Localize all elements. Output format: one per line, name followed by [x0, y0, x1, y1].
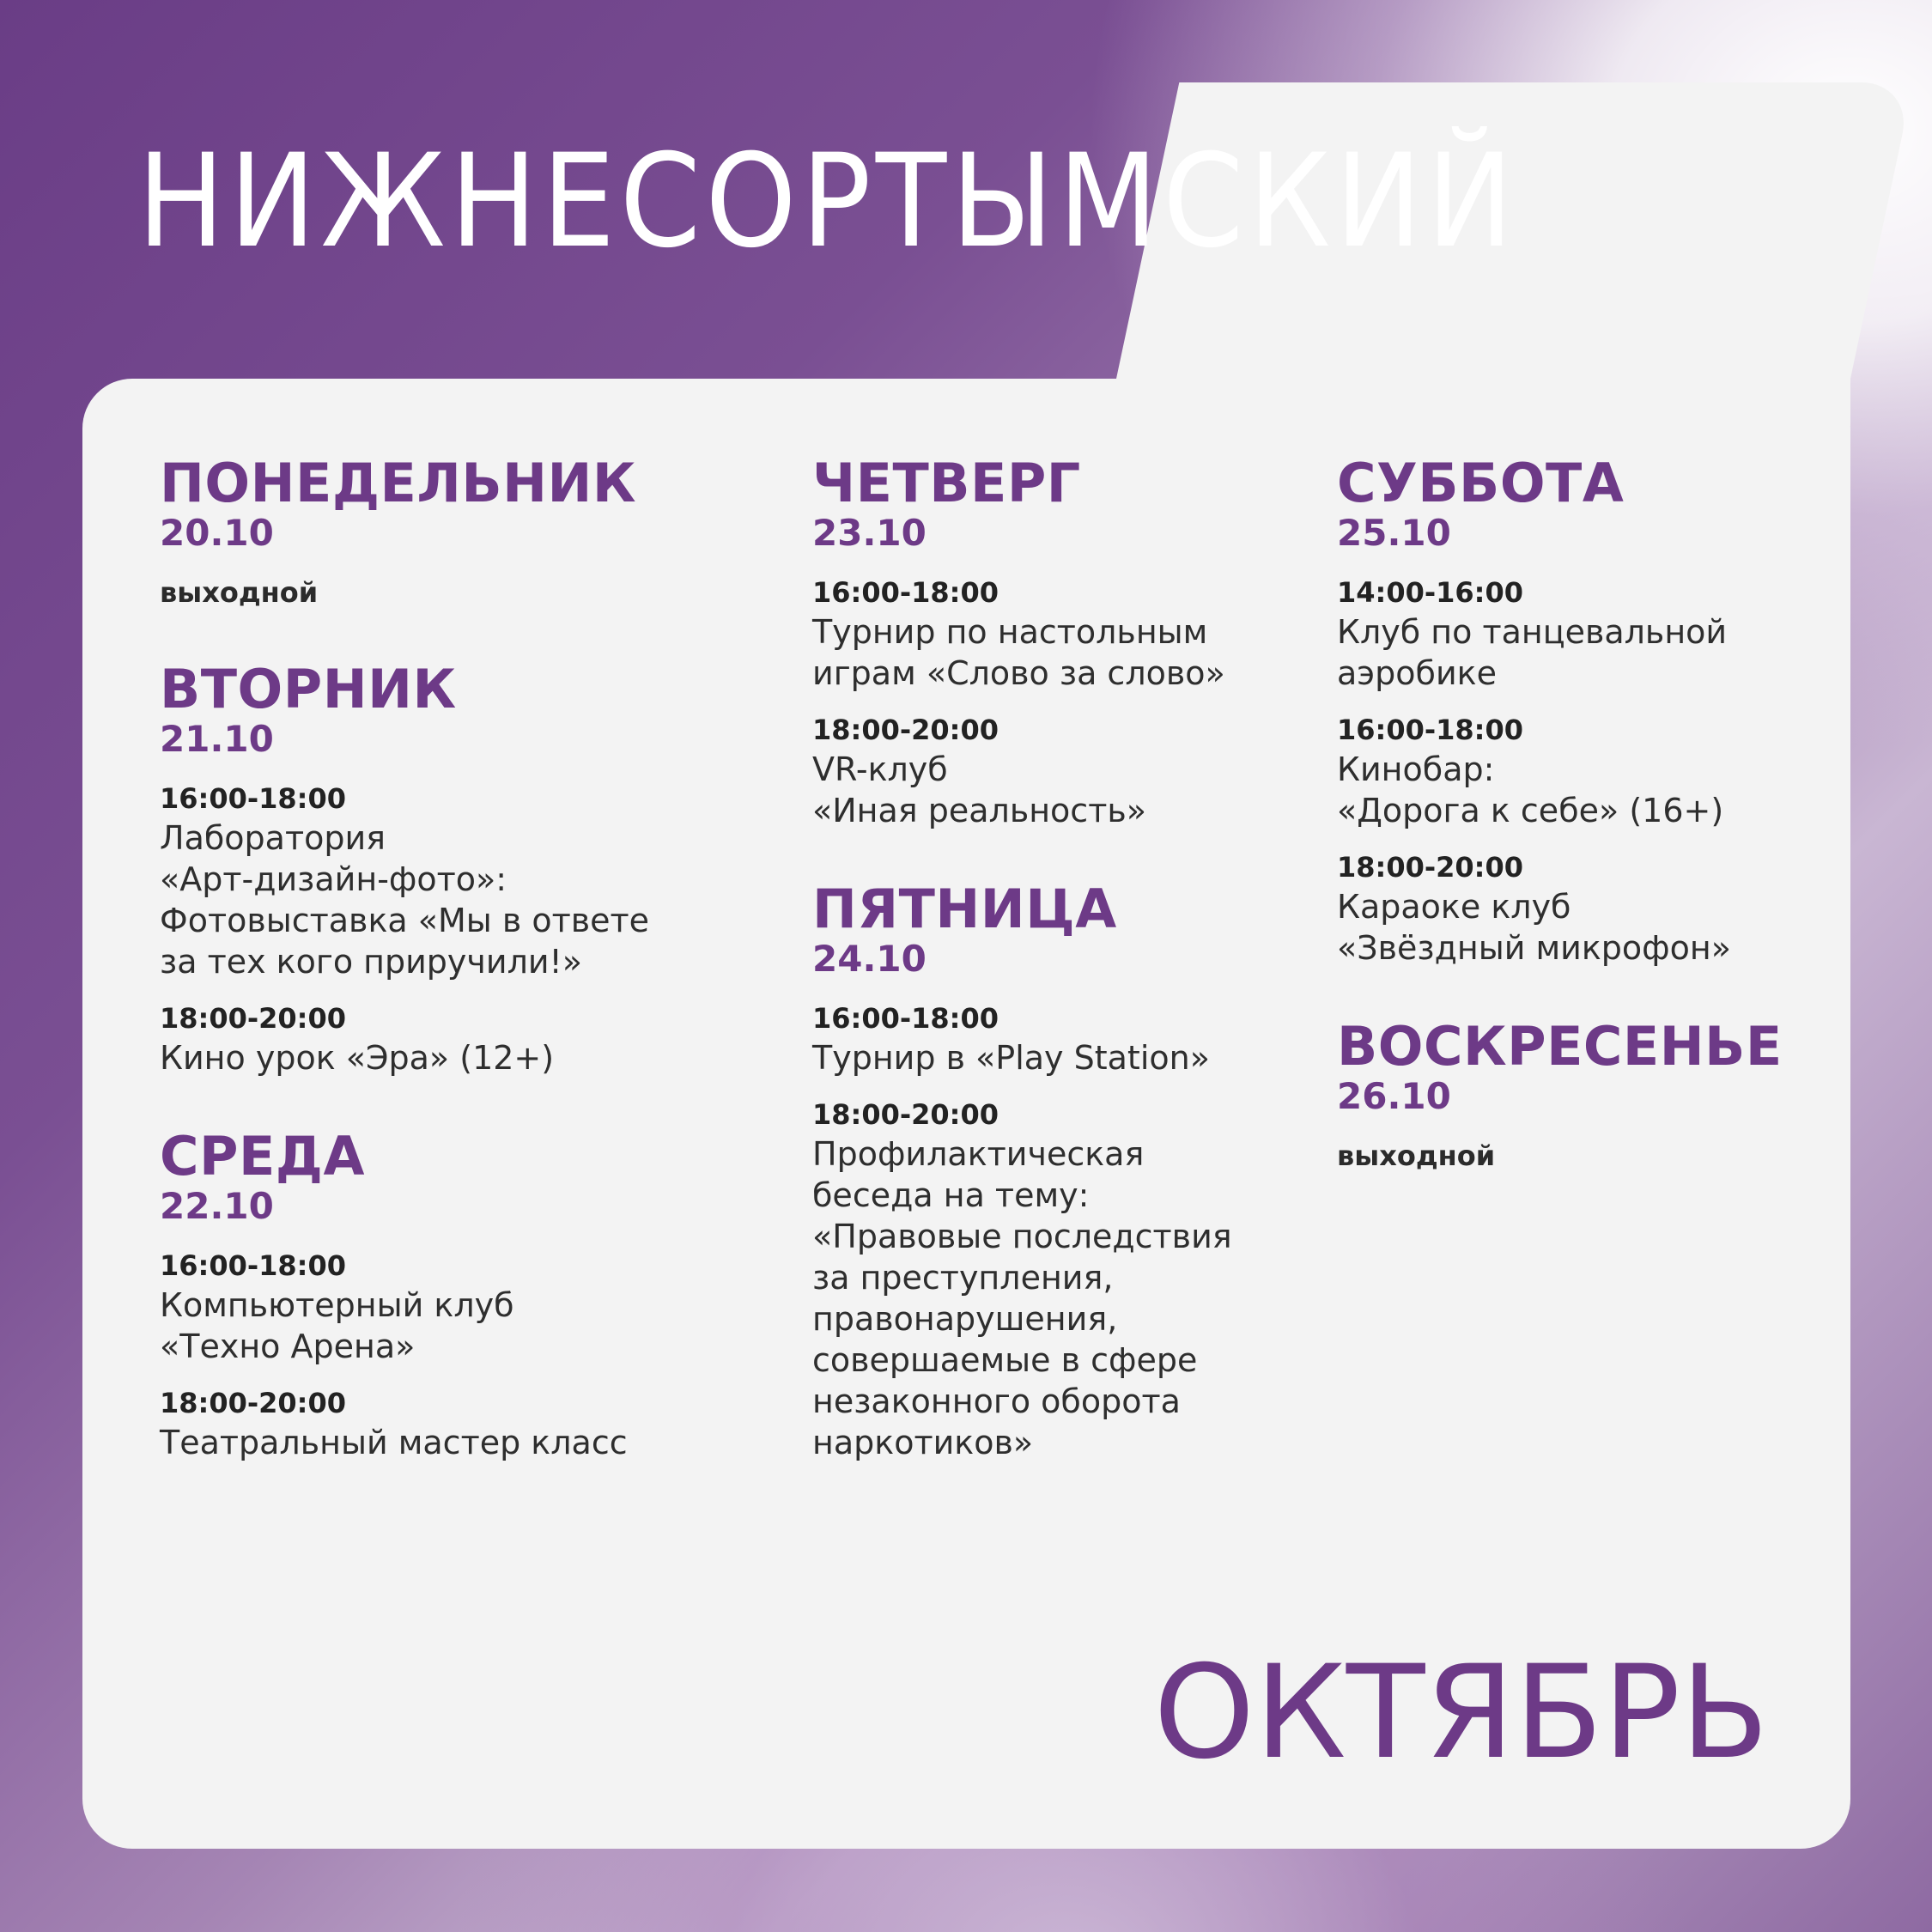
- event-item: [1337, 711, 1835, 831]
- day-date: 23.10: [812, 512, 927, 554]
- day-name: СУББОТА: [1337, 452, 1625, 514]
- event-title: Театральный мастер класс: [160, 1424, 628, 1461]
- event-time: 18:00-20:00: [812, 1098, 999, 1131]
- day-tuesday: [160, 658, 761, 1078]
- day-off-label: выходной: [160, 576, 319, 609]
- day-date: 22.10: [160, 1185, 274, 1227]
- event-item: [1337, 848, 1835, 969]
- event-time: 16:00-18:00: [1337, 714, 1523, 746]
- day-name: ПОНЕДЕЛЬНИК: [160, 452, 637, 514]
- day-sunday: [1337, 1015, 1835, 1175]
- event-item: [160, 1384, 761, 1463]
- month-label: ОКТЯБРЬ: [1153, 1638, 1769, 1788]
- event-item: [1337, 574, 1835, 694]
- event-time: 16:00-18:00: [160, 1249, 346, 1282]
- day-name: ВОСКРЕСЕНЬЕ: [1337, 1015, 1783, 1078]
- event-item: [812, 1096, 1345, 1463]
- event-title: Кино урок «Эра» (12+): [160, 1039, 555, 1077]
- event-title: Компьютерный клуб «Техно Арена»: [160, 1286, 514, 1365]
- event-title: Турнир по настольным играм «Слово за слово»: [812, 613, 1225, 692]
- schedule-column-1: [160, 452, 761, 1513]
- event-title: Кинобар: «Дорога к себе» (16+): [1337, 750, 1724, 829]
- event-time: 18:00-20:00: [160, 1387, 346, 1419]
- event-item: [160, 999, 761, 1078]
- event-title: Клуб по танцевальной аэробике: [1337, 613, 1728, 692]
- event-time: 16:00-18:00: [812, 576, 999, 609]
- day-off-label: выходной: [1337, 1139, 1496, 1172]
- event-time: 16:00-18:00: [160, 782, 346, 815]
- event-time: 14:00-16:00: [1337, 576, 1523, 609]
- event-title: Лаборатория «Арт-дизайн-фото»: Фотовыставка «Мы в ответе за тех кого приручили!»: [160, 819, 650, 981]
- event-title: Караоке клуб «Звёздный микрофон»: [1337, 888, 1732, 967]
- day-friday: [812, 878, 1345, 1463]
- day-monday: [160, 452, 761, 611]
- day-date: 20.10: [160, 512, 274, 554]
- event-time: 18:00-20:00: [160, 1002, 346, 1035]
- event-item: [812, 711, 1345, 831]
- event-item: [160, 780, 761, 982]
- event-title: VR-клуб «Иная реальность»: [812, 750, 1146, 829]
- day-date: 21.10: [160, 718, 274, 760]
- event-item: [160, 1247, 761, 1367]
- event-time: 16:00-18:00: [812, 1002, 999, 1035]
- day-name: СРЕДА: [160, 1125, 365, 1188]
- event-time: 18:00-20:00: [812, 714, 999, 746]
- schedule-column-3: [1337, 452, 1835, 1224]
- day-date: 25.10: [1337, 512, 1451, 554]
- day-name: ЧЕТВЕРГ: [812, 452, 1081, 514]
- day-wednesday: [160, 1125, 761, 1463]
- event-time: 18:00-20:00: [1337, 851, 1523, 884]
- event-title: Турнир в «Play Station»: [812, 1039, 1210, 1077]
- event-item: [812, 999, 1345, 1078]
- event-item: [812, 574, 1345, 694]
- day-thursday: [812, 452, 1345, 831]
- day-date: 24.10: [812, 938, 927, 980]
- page-title: НИЖНЕСОРТЫМСКИЙ: [137, 127, 1518, 276]
- day-name: ВТОРНИК: [160, 658, 457, 720]
- schedule-column-2: [812, 452, 1345, 1513]
- day-date: 26.10: [1337, 1075, 1451, 1117]
- day-saturday: [1337, 452, 1835, 969]
- day-name: ПЯТНИЦА: [812, 878, 1117, 940]
- event-title: Профилактическая беседа на тему: «Правовые последствия за преступления, правонарушения, совершаемые в сфере незаконного оборота наркотиков»: [812, 1135, 1232, 1461]
